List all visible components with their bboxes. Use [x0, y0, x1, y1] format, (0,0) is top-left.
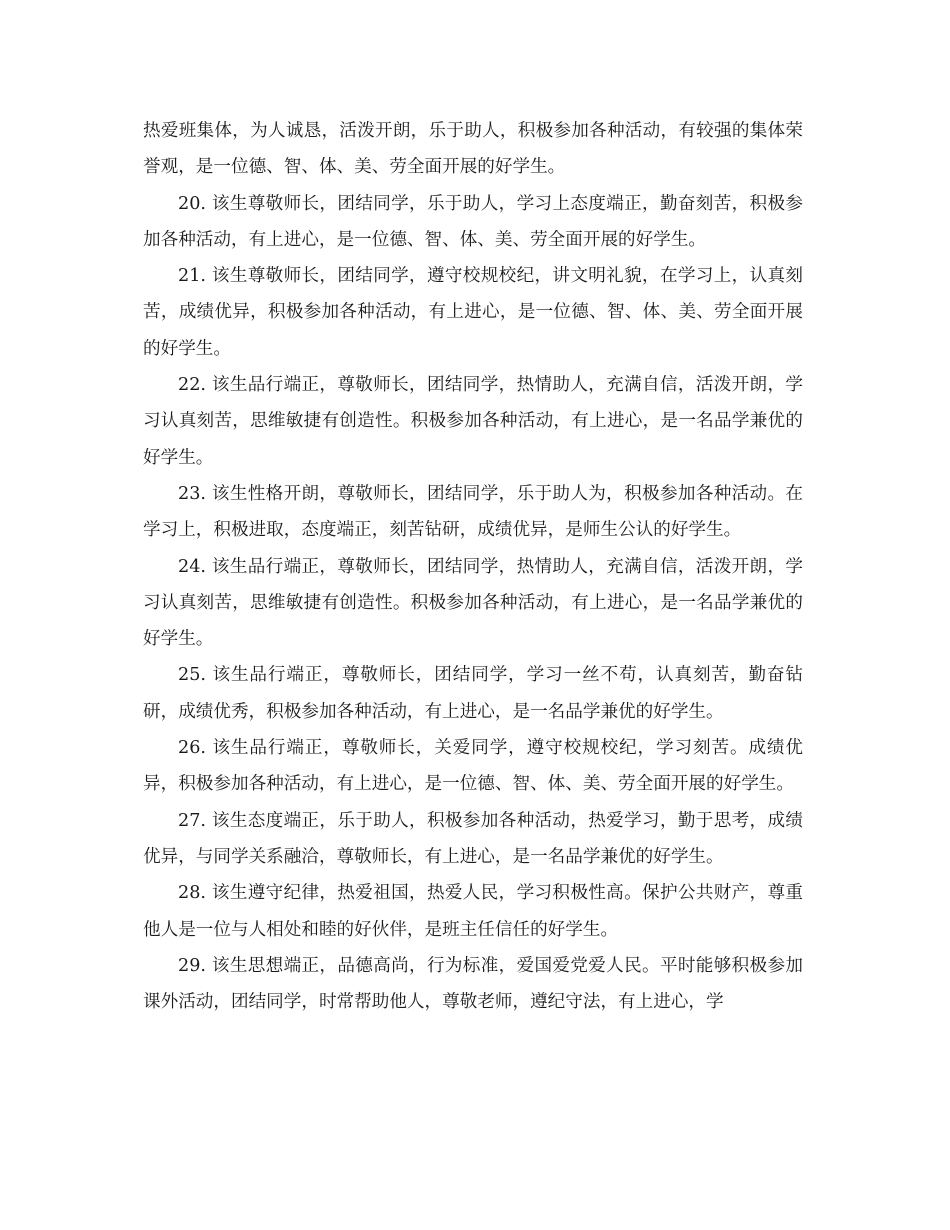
paragraph-continuation: 热爱班集体，为人诚恳，活泼开朗，乐于助人，积极参加各种活动，有较强的集体荣誉观，是一位德、智、体、美、劳全面开展的好学生。 [143, 121, 803, 178]
paragraph-item-26: 26. 该生品行端正，尊敬师长，关爱同学，遵守校规校纪，学习刻苦。成绩优异，积极参加各种活动，有上进心，是一位德、智、体、美、劳全面开展的好学生。 [143, 738, 803, 795]
document-body [143, 113, 803, 1020]
paragraph-item-23: 23. 该生性格开朗，尊敬师长，团结同学，乐于助人为，积极参加各种活动。在学习上，积极进取，态度端正，刻苦钻研，成绩优异，是师生公认的好学生。 [143, 483, 803, 541]
paragraph-item-20: 20. 该生尊敬师长，团结同学，乐于助人，学习上态度端正，勤奋刻苦，积极参加各种活动，有上进心，是一位德、智、体、美、劳全面开展的好学生。 [143, 193, 803, 250]
paragraph-item-25: 25. 该生品行端正，尊敬师长，团结同学，学习一丝不苟，认真刻苦，勤奋钻研，成绩优秀，积极参加各种活动，有上进心，是一名品学兼优的好学生。 [143, 665, 803, 722]
paragraph-item-21: 21. 该生尊敬师长，团结同学，遵守校规校纪，讲文明礼貌，在学习上，认真刻苦，成绩优异，积极参加各种活动，有上进心，是一位德、智、体、美、劳全面开展的好学生。 [143, 266, 803, 359]
paragraph-item-22: 22. 该生品行端正，尊敬师长，团结同学，热情助人，充满自信，活泼开朗，学习认真刻苦，思维敏捷有创造性。积极参加各种活动，有上进心，是一名品学兼优的好学生。 [143, 375, 803, 468]
paragraph-item-28: 28. 该生遵守纪律，热爱祖国，热爱人民，学习积极性高。保护公共财产，尊重他人是一位与人相处和睦的好伙伴，是班主任信任的好学生。 [143, 883, 803, 940]
paragraph-item-27: 27. 该生态度端正，乐于助人，积极参加各种活动，热爱学习，勤于思考，成绩优异，与同学关系融洽，尊敬师长，有上进心，是一名品学兼优的好学生。 [143, 810, 803, 867]
paragraph-item-29: 29. 该生思想端正，品德高尚，行为标准，爱国爱党爱人民。平时能够积极参加课外活动，团结同学，时常帮助他人，尊敬老师，遵纪守法，有上进心，学 [143, 955, 803, 1013]
paragraph-item-24: 24. 该生品行端正，尊敬师长，团结同学，热情助人，充满自信，活泼开朗，学习认真刻苦，思维敏捷有创造性。积极参加各种活动，有上进心，是一名品学兼优的好学生。 [143, 556, 803, 650]
